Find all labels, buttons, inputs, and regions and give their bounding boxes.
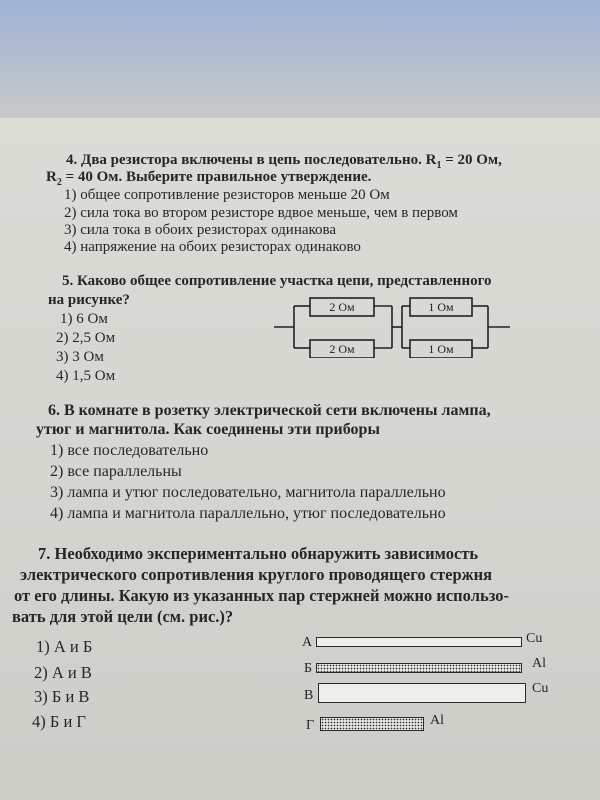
rod-b-letter: Б	[304, 661, 313, 676]
q7-option-4[interactable]: 4) Б и Г	[32, 712, 86, 731]
rod-v-material: Cu	[532, 681, 549, 696]
q7-option-3[interactable]: 3) Б и В	[34, 687, 90, 706]
q4-subscript-1: 1	[436, 160, 442, 171]
resistor-label: 2 Ом	[329, 342, 355, 356]
q7-line-3: от его длины. Какую из указанных пар стержней можно использо-	[14, 586, 509, 605]
q4-option-1[interactable]: 1) общее сопротивление резисторов меньше 20 Ом	[64, 187, 390, 203]
resistor-label: 2 Ом	[329, 300, 355, 314]
resistor-label: 1 Ом	[428, 342, 454, 356]
q5-option-4[interactable]: 4) 1,5 Ом	[56, 368, 116, 384]
resistor-label: 1 Ом	[428, 300, 454, 314]
q4-option-3[interactable]: 3) сила тока в обоих резисторах одинакова	[64, 222, 337, 238]
rod-g-material: Al	[430, 713, 444, 728]
q6-option-1[interactable]: 1) все последовательно	[50, 442, 209, 459]
q7-option-1[interactable]: 1) А и Б	[36, 637, 93, 656]
q4-line-1: 4. Два резистора включены в цепь последовательно. $R_1 = 20$ Ом,	[66, 152, 502, 171]
q7-line-1: 7. Необходимо экспериментально обнаружить зависимость	[38, 544, 479, 563]
q6-line-1: 6. В комнате в розетку электрической сети включены лампа,	[48, 402, 491, 419]
q6-option-2[interactable]: 2) все параллельны	[50, 463, 182, 480]
rod-g	[320, 717, 424, 731]
rod-g-letter: Г	[306, 718, 315, 733]
q6-line-2: утюг и магнитола. Как соединены эти приборы	[36, 421, 380, 438]
rod-v-letter: В	[304, 688, 314, 703]
q7-line-4: вать для этой цели (см. рис.)?	[12, 607, 234, 626]
q5-line-2: на рисунке?	[48, 292, 130, 308]
rod-b-material: Al	[532, 656, 546, 671]
q5-option-1[interactable]: 1) 6 Ом	[60, 311, 108, 327]
q4-line-2: $R_2 = 40$ Ом. Выберите правильное утверждение.	[46, 169, 372, 188]
q4-subscript-2: 2	[56, 177, 62, 188]
rod-a-letter: А	[302, 635, 313, 650]
q7-option-2[interactable]: 2) А и В	[34, 663, 92, 682]
q4-option-2[interactable]: 2) сила тока во втором резисторе вдвое меньше, чем в первом	[64, 205, 458, 221]
rod-a	[316, 637, 522, 647]
circuit-diagram	[274, 296, 510, 358]
q4-option-4[interactable]: 4) напряжение на обоих резисторах одинаково	[64, 239, 361, 255]
q7-line-2: электрического сопротивления круглого проводящего стержня	[20, 565, 493, 584]
q6-option-4[interactable]: 4) лампа и магнитола параллельно, утюг последовательно	[50, 505, 446, 522]
q5-line-1: 5. Каково общее сопротивление участка цепи, представленного	[62, 273, 492, 289]
q6-option-3[interactable]: 3) лампа и утюг последовательно, магнитола параллельно	[50, 484, 446, 501]
q5-option-2[interactable]: 2) 2,5 Ом	[56, 330, 116, 346]
rod-b	[316, 663, 522, 673]
q5-option-3[interactable]: 3) 3 Ом	[56, 349, 104, 365]
rod-v	[318, 683, 526, 703]
rod-a-material: Cu	[526, 631, 543, 646]
